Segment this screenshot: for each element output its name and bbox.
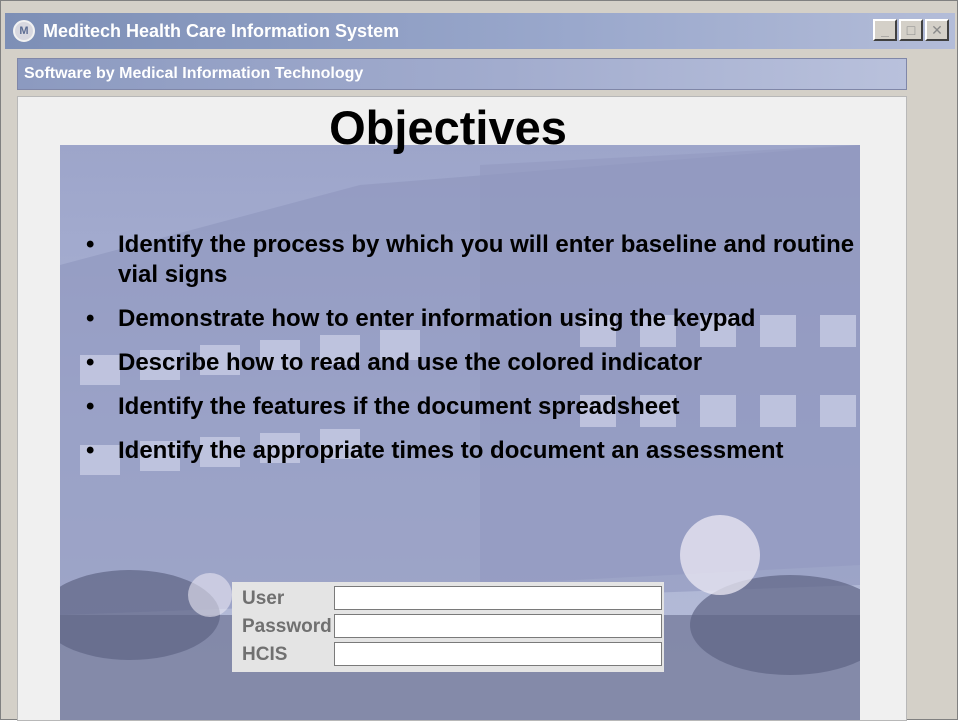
minimize-button[interactable]: _: [873, 19, 897, 41]
password-row: [232, 614, 664, 640]
maximize-button[interactable]: □: [899, 19, 923, 41]
objective-item: • Demonstrate how to enter information using the keypad: [82, 304, 882, 334]
objectives-list: [82, 230, 882, 480]
hcis-input[interactable]: [334, 642, 662, 666]
password-label: Password: [242, 616, 332, 637]
objective-item: • Identify the process by which you will enter baseline and routine vial signs: [82, 230, 882, 290]
hcis-label: HCIS: [242, 644, 288, 665]
window-controls: [873, 19, 949, 41]
slide-title: Objectives: [329, 101, 567, 154]
objective-item: • Identify the features if the document spreadsheet: [82, 392, 882, 422]
user-label: User: [242, 588, 285, 609]
window-title: Meditech Health Care Information System: [43, 20, 400, 41]
meditech-logo-icon: M: [13, 20, 35, 42]
objective-item: • Identify the appropriate times to document an assessment: [82, 436, 882, 466]
close-button[interactable]: ✕: [925, 19, 949, 41]
subtitle-text: Software by Medical Information Technology: [24, 65, 364, 82]
title-bar[interactable]: [5, 13, 955, 49]
user-input[interactable]: [334, 586, 662, 610]
password-input[interactable]: [334, 614, 662, 638]
subtitle-bar: [17, 58, 907, 90]
login-panel: [232, 582, 664, 672]
objective-item: • Describe how to read and use the colored indicator: [82, 348, 882, 378]
hcis-row: [232, 642, 664, 668]
user-row: [232, 586, 664, 612]
